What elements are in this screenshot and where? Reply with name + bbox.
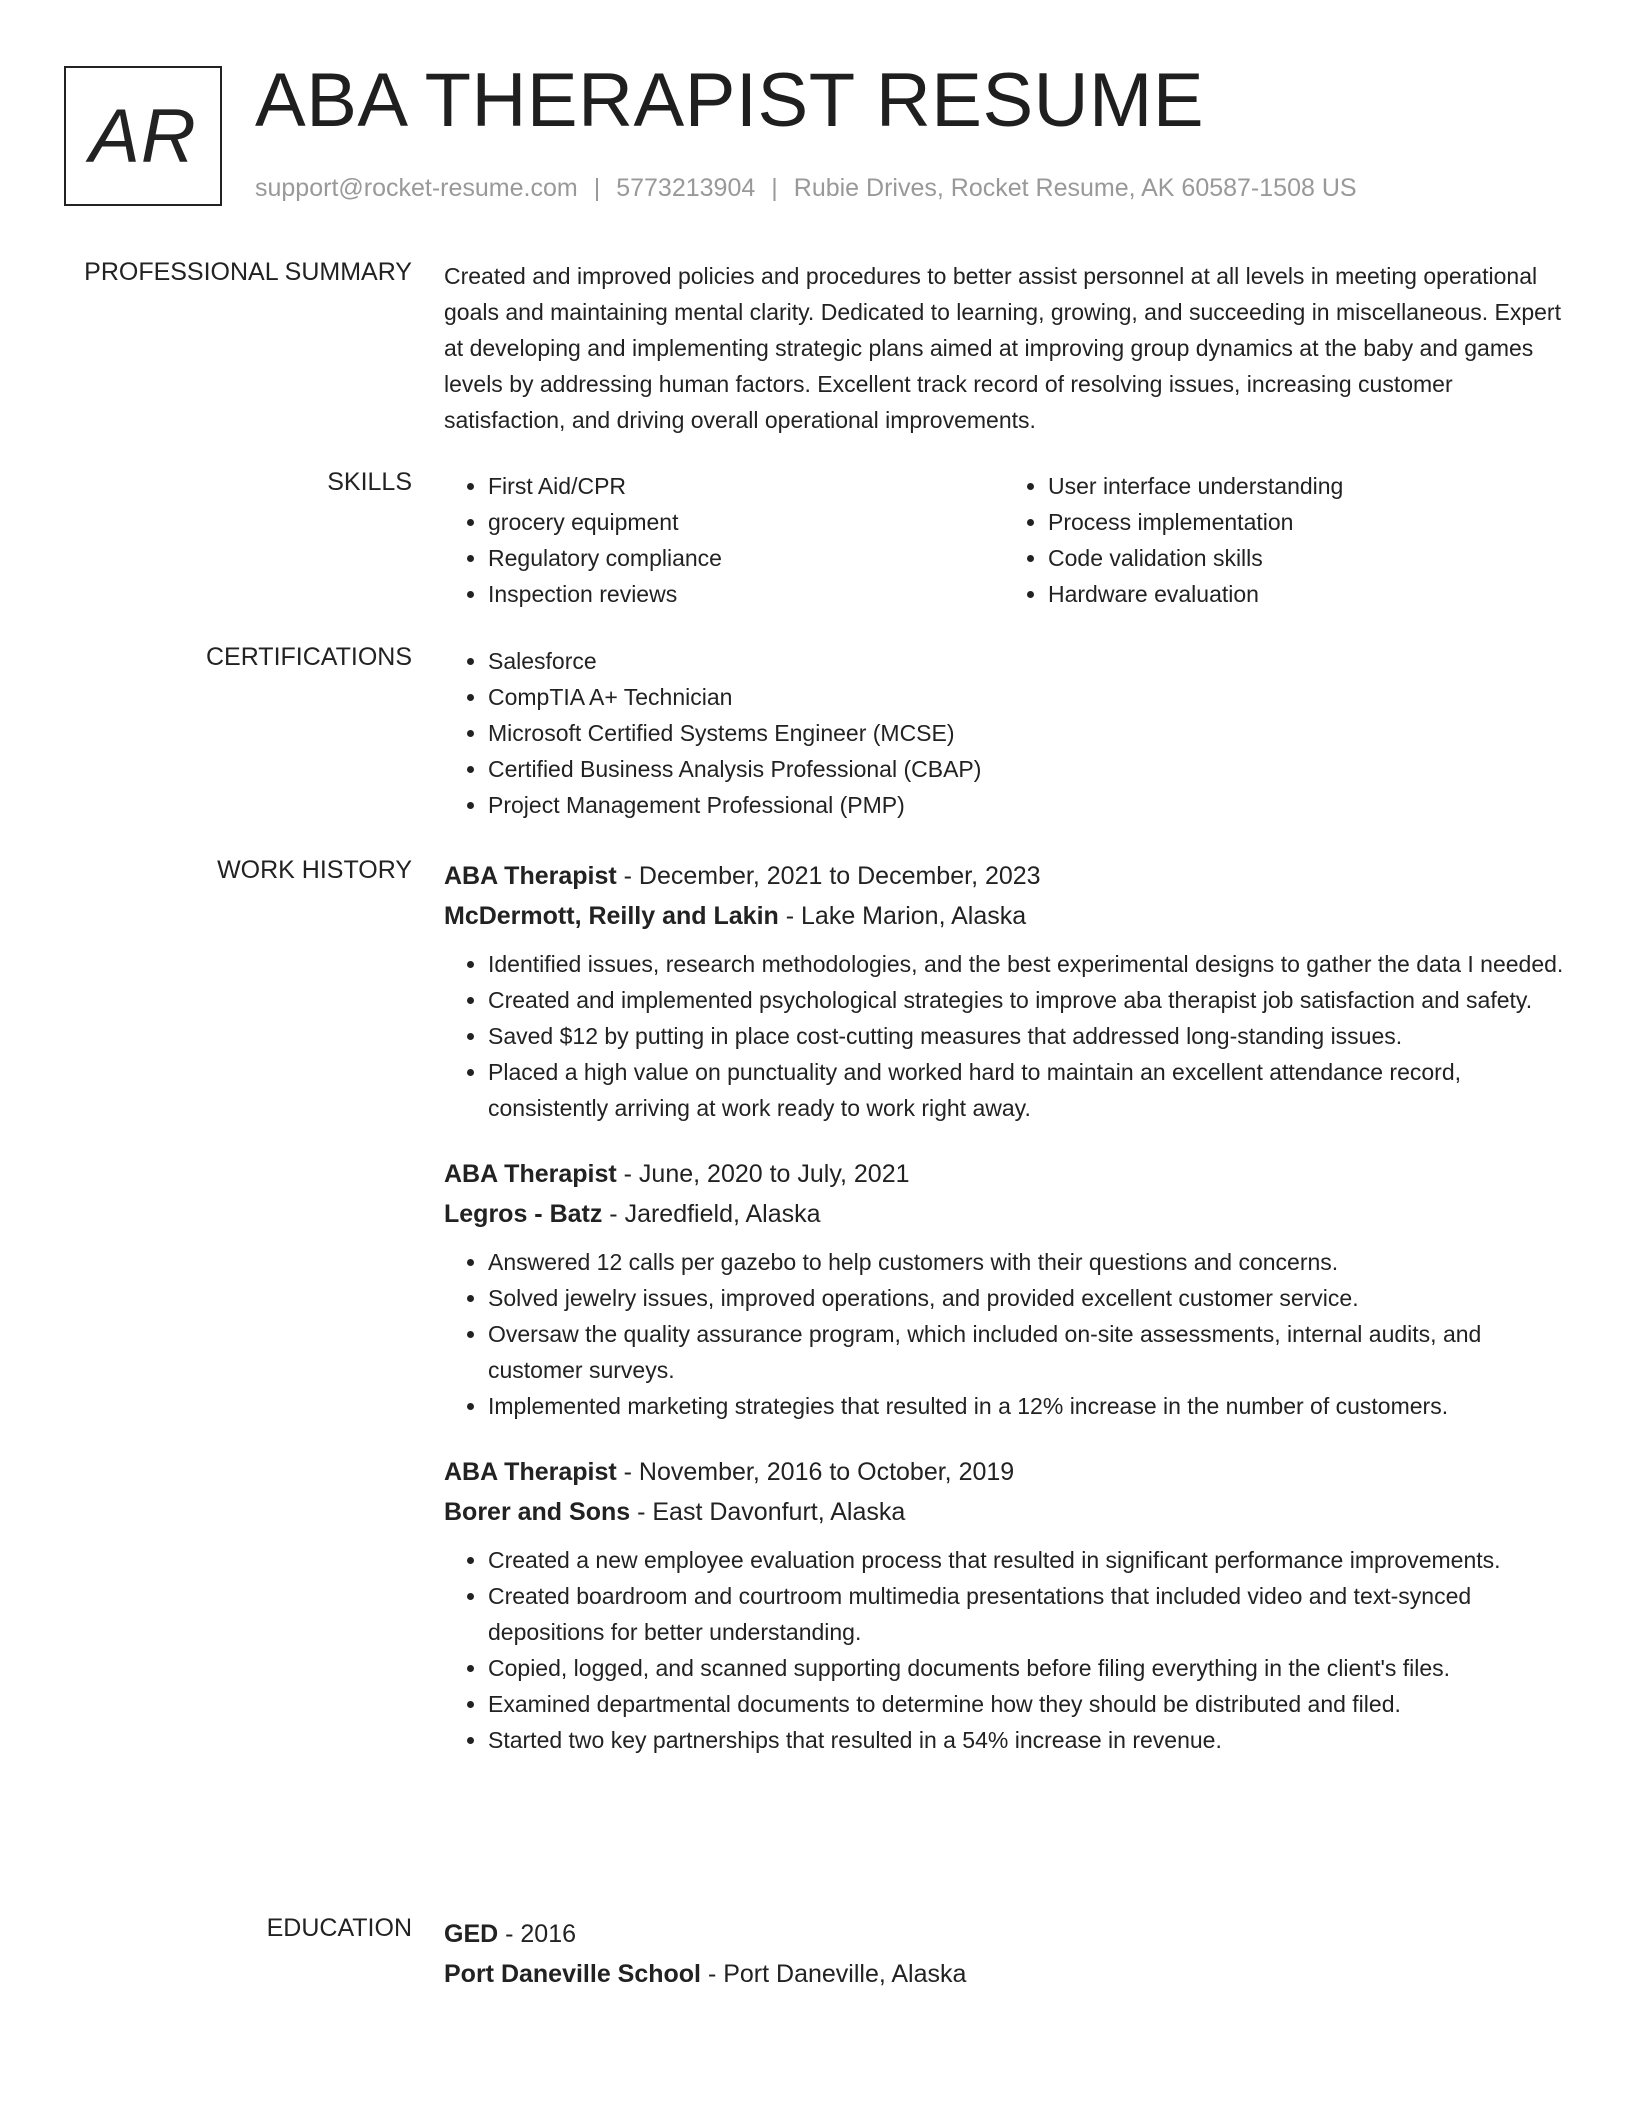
section-label-skills: SKILLS — [327, 468, 412, 496]
education-year: - 2016 — [498, 1920, 577, 1948]
job-location: - Lake Marion, Alaska — [778, 902, 1027, 930]
job-title-line — [444, 1452, 1564, 1492]
job-bullet: • Started two key partnerships that resulted in a 54% increase in revenue. — [488, 1722, 1564, 1758]
monogram: AR — [64, 66, 222, 206]
certifications-list — [444, 643, 1564, 823]
skill-item: • Inspection reviews — [488, 576, 1004, 612]
job-company-line — [444, 896, 1564, 936]
job-dates: - June, 2020 to July, 2021 — [616, 1160, 910, 1188]
job-company-line — [444, 1492, 1564, 1532]
section-label-work: WORK HISTORY — [217, 856, 412, 884]
job-bullet: • Created and implemented psychological strategies to improve aba therapist job satisfaction and safety. — [488, 982, 1564, 1018]
skill-item: • Code validation skills — [1048, 540, 1564, 576]
job-bullet: • Copied, logged, and scanned supporting documents before filing everything in the client's files. — [488, 1650, 1564, 1686]
certification-item: • Microsoft Certified Systems Engineer (MCSE) — [488, 715, 1564, 751]
job-bullet: • Implemented marketing strategies that resulted in a 12% increase in the number of customers. — [488, 1388, 1564, 1424]
education-school: Port Daneville School — [444, 1960, 702, 1988]
certification-item: • Certified Business Analysis Professional (CBAP) — [488, 751, 1564, 787]
job-title-line — [444, 1154, 1564, 1194]
section-label-summary: PROFESSIONAL SUMMARY — [84, 258, 412, 286]
job-dates: - November, 2016 to October, 2019 — [616, 1458, 1015, 1486]
job-company-line — [444, 1194, 1564, 1234]
job-bullet: • Examined departmental documents to determine how they should be distributed and filed. — [488, 1686, 1564, 1722]
skill-item: • First Aid/CPR — [488, 468, 1004, 504]
education-location: - Port Daneville, Alaska — [701, 1960, 967, 1988]
contact-phone[interactable]: 5773213904 — [616, 174, 756, 202]
job-bullet: • Answered 12 calls per gazebo to help customers with their questions and concerns. — [488, 1244, 1564, 1280]
job-location: - Jaredfield, Alaska — [602, 1200, 821, 1228]
summary-text: Created and improved policies and procedures to better assist personnel at all levels in meeting operational goals and maintaining mental clarity. Dedicated to learning, growing, and succeeding in miscellaneous. Expert at developing and implementing strategic plans aimed at improving group dynamics at the baby and games levels by addressing human factors. Excellent track record of resolving issues, increasing customer satisfaction, and driving overall operational improvements. — [444, 263, 1561, 433]
job-entry — [444, 1154, 1564, 1424]
job-company: Legros - Batz — [444, 1200, 603, 1228]
section-label-certifications: CERTIFICATIONS — [205, 643, 412, 671]
job-title: ABA Therapist — [444, 1160, 617, 1188]
skill-item: • Regulatory compliance — [488, 540, 1004, 576]
contact-separator: | — [593, 174, 601, 202]
job-title-line — [444, 856, 1564, 896]
certification-item: • Salesforce — [488, 643, 1564, 679]
job-bullets — [444, 1542, 1564, 1758]
skill-item: • User interface understanding — [1048, 468, 1564, 504]
job-title: ABA Therapist — [444, 862, 617, 890]
contact-address: Rubie Drives, Rocket Resume, AK 60587-1508 US — [793, 174, 1357, 202]
certification-item: • CompTIA A+ Technician — [488, 679, 1564, 715]
education-school-line — [444, 1954, 1564, 1994]
job-bullet: • Created a new employee evaluation process that resulted in significant performance improvements. — [488, 1542, 1564, 1578]
job-bullet: • Solved jewelry issues, improved operations, and provided excellent customer service. — [488, 1280, 1564, 1316]
resume-title: ABA THERAPIST RESUME — [255, 58, 1205, 143]
job-entry — [444, 1452, 1564, 1758]
job-location: - East Davonfurt, Alaska — [630, 1498, 906, 1526]
job-bullets — [444, 946, 1564, 1126]
skill-item: • grocery equipment — [488, 504, 1004, 540]
contact-email[interactable]: support@rocket-resume.com — [255, 174, 578, 202]
job-dates: - December, 2021 to December, 2023 — [616, 862, 1041, 890]
contact-separator: | — [771, 174, 778, 202]
education-degree-line — [444, 1914, 1564, 1954]
job-bullet: • Identified issues, research methodologies, and the best experimental designs to gather the data I needed. — [488, 946, 1564, 982]
job-bullet: • Placed a high value on punctuality and worked hard to maintain an excellent attendance record, consistently arriving at work ready to work right away. — [488, 1054, 1564, 1126]
job-company: Borer and Sons — [444, 1498, 631, 1526]
job-bullet: • Created boardroom and courtroom multimedia presentations that included video and text-synced depositions for better understanding. — [488, 1578, 1564, 1650]
education-degree: GED — [444, 1920, 499, 1948]
skill-item: • Hardware evaluation — [1048, 576, 1564, 612]
section-label-education: EDUCATION — [266, 1914, 412, 1942]
job-bullet: • Oversaw the quality assurance program, which included on-site assessments, internal audits, and customer surveys. — [488, 1316, 1564, 1388]
contact-line — [255, 174, 1357, 203]
job-bullet: • Saved $12 by putting in place cost-cutting measures that addressed long-standing issues. — [488, 1018, 1564, 1054]
job-entry — [444, 856, 1564, 1126]
job-bullets — [444, 1244, 1564, 1424]
skill-item: • Process implementation — [1048, 504, 1564, 540]
certification-item: • Project Management Professional (PMP) — [488, 787, 1564, 823]
job-company: McDermott, Reilly and Lakin — [444, 902, 779, 930]
skills-list-left — [444, 468, 1004, 612]
skills-list-right — [1004, 468, 1564, 612]
job-title: ABA Therapist — [444, 1458, 617, 1486]
